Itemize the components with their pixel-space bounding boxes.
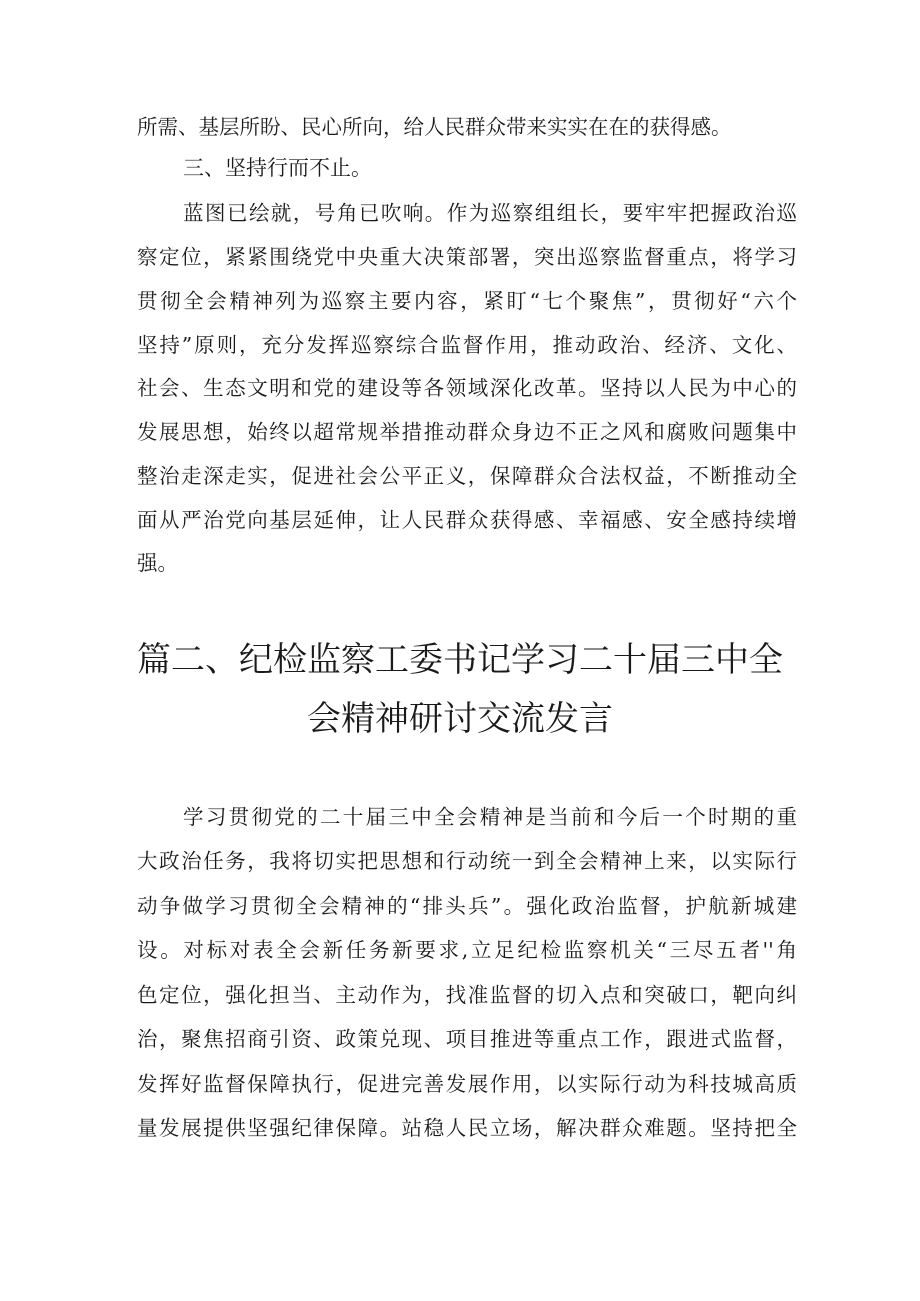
paragraph-line: 面从严治党向基层延伸，让人民群众获得感、幸福感、安全感持续增 bbox=[137, 508, 797, 532]
article-title-line-2: 会精神研讨交流发言 bbox=[307, 699, 613, 739]
paragraph-line: 发展思想，始终以超常规举措推动群众身边不正之风和腐败问题集中 bbox=[137, 420, 797, 444]
paragraph-line: 发挥好监督保障执行，促进完善发展作用，以实际行动为科技城高质 bbox=[137, 1072, 797, 1096]
paragraph-line: 色定位，强化担当、主动作为，找准监督的切入点和突破口，靶向纠 bbox=[137, 983, 797, 1007]
paragraph-line: 治，聚焦招商引资、政策兑现、项目推进等重点工作，跟进式监督， bbox=[137, 1027, 797, 1051]
paragraph-line: 察定位，紧紧围绕党中央重大决策部署，突出巡察监督重点，将学习 bbox=[137, 245, 797, 269]
paragraph-line: 大政治任务，我将切实把思想和行动统一到全会精神上来，以实际行 bbox=[137, 849, 797, 873]
paragraph-line: 学习贯彻党的二十届三中全会精神是当前和今后一个时期的重 bbox=[183, 805, 797, 829]
paragraph-line: 蓝图已绘就，号角已吹响。作为巡察组组长，要牢牢把握政治巡 bbox=[183, 201, 797, 225]
paragraph-line: 贯彻全会精神列为巡察主要内容，紧盯“七个聚焦”，贯彻好“六个 bbox=[137, 289, 797, 313]
paragraph-line: 量发展提供坚强纪律保障。站稳人民立场，解决群众难题。坚持把全 bbox=[137, 1116, 797, 1140]
paragraph-line: 强。 bbox=[137, 551, 178, 575]
article-title-line-1: 篇二、纪检监察工委书记学习二十届三中全 bbox=[137, 640, 783, 680]
paragraph-line: 社会、生态文明和党的建设等各领域深化改革。坚持以人民为中心的 bbox=[137, 376, 797, 400]
paragraph-line: 整治走深走实，促进社会公平正义，保障群众合法权益，不断推动全 bbox=[137, 464, 797, 488]
paragraph-line: 设。对标对表全会新任务新要求,立足纪检监察机关“三尽五者''角 bbox=[137, 938, 797, 962]
continuation-line: 所需、基层所盼、民心所向，给人民群众带来实实在在的获得感。 bbox=[137, 115, 732, 139]
paragraph-line: 坚持”原则，充分发挥巡察综合监督作用，推动政治、经济、文化、 bbox=[137, 333, 797, 357]
section-heading: 三、坚持行而不止。 bbox=[183, 156, 372, 180]
paragraph-line: 动争做学习贯彻全会精神的“排头兵”。强化政治监督，护航新城建 bbox=[137, 894, 797, 918]
